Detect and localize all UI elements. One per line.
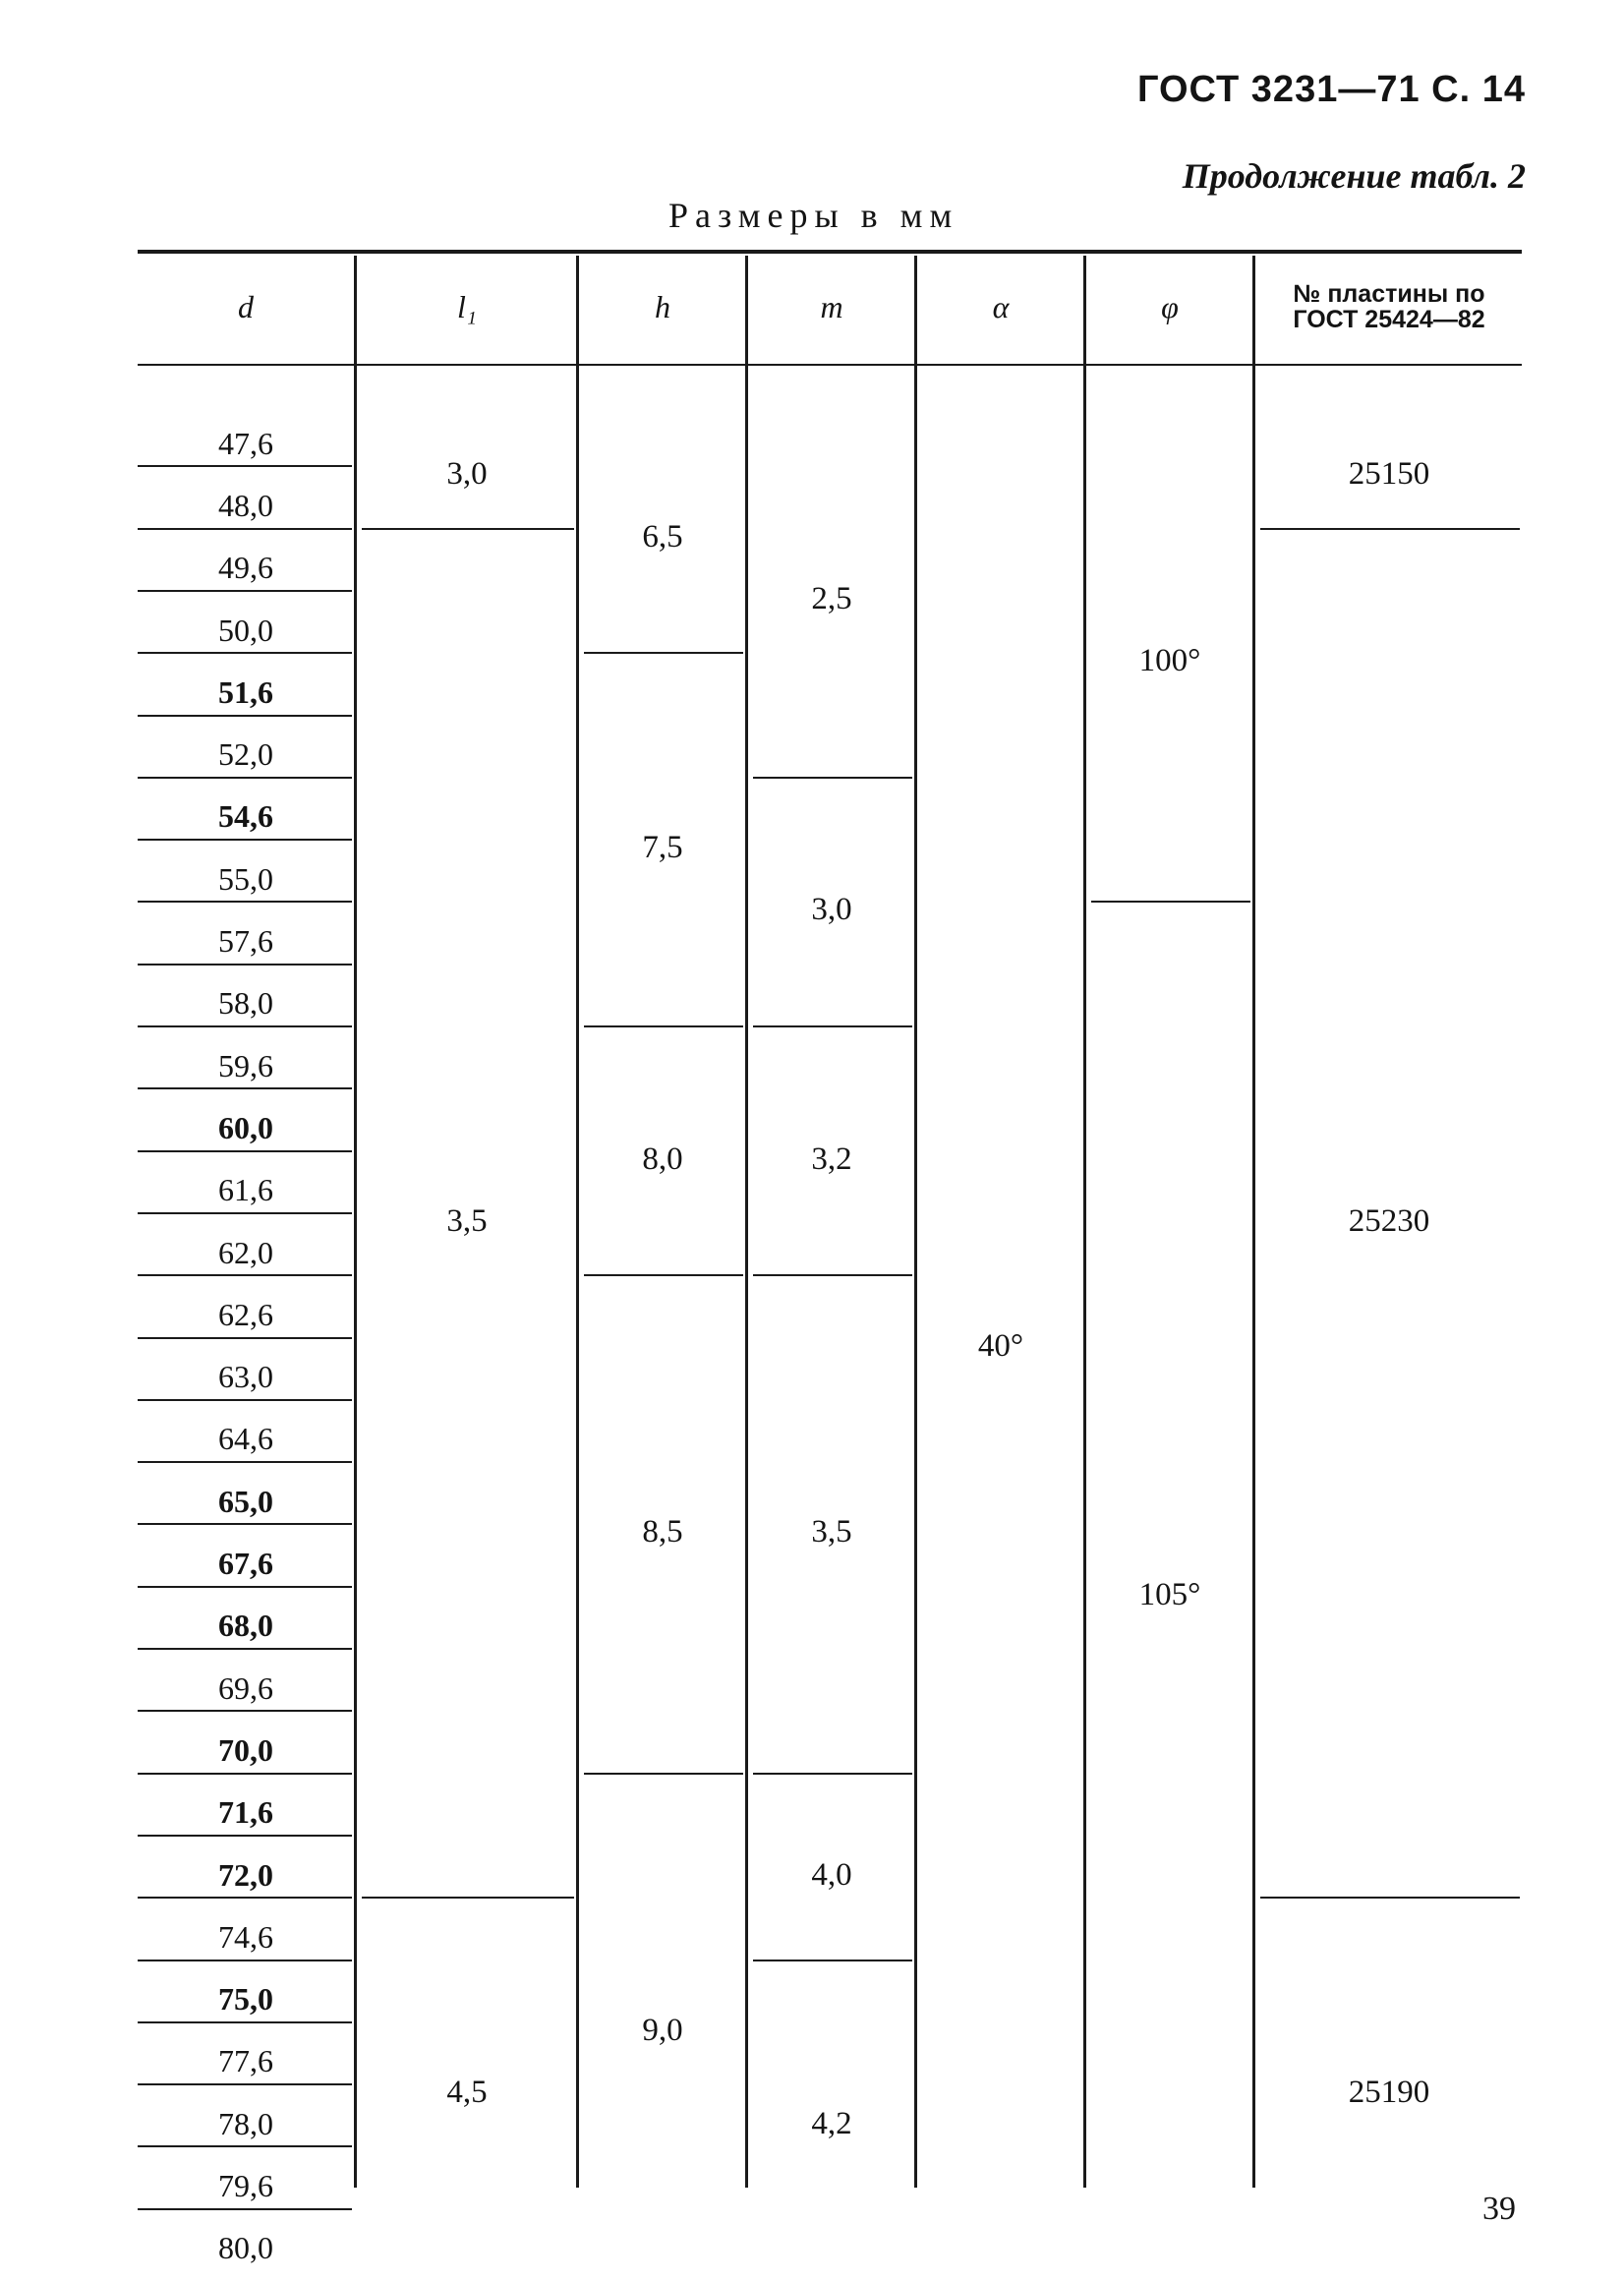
table-header-rule [138, 364, 1522, 366]
row-rule [138, 1773, 352, 1775]
table-row-d-value: 65,0 [218, 1483, 273, 1519]
column-header-l1: l₁ [456, 288, 477, 324]
m-group-value: 4,2 [811, 2105, 852, 2141]
row-rule [138, 2083, 352, 2085]
m-group-value: 3,2 [811, 1141, 852, 1177]
group-rule [1260, 1897, 1520, 1899]
row-rule [138, 1150, 352, 1152]
group-rule [753, 1773, 912, 1775]
row-rule [138, 528, 352, 530]
phi-group-value: 105° [1138, 1576, 1201, 1612]
group-rule [753, 777, 912, 779]
l1-group-value: 3,0 [446, 456, 488, 493]
row-rule [138, 590, 352, 592]
group-rule [362, 1897, 574, 1899]
table-row-d-value: 47,6 [218, 425, 273, 461]
row-rule [138, 652, 352, 654]
row-rule [138, 1087, 352, 1089]
row-rule [138, 1648, 352, 1650]
column-separator [914, 256, 917, 2188]
table-row-d-value: 63,0 [218, 1359, 273, 1395]
group-rule [753, 1274, 912, 1276]
phi-group-value: 100° [1138, 643, 1201, 679]
table-row-d-value: 61,6 [218, 1172, 273, 1208]
group-rule [362, 528, 574, 530]
plate-group-value: 25150 [1348, 456, 1430, 493]
h-group-value: 8,5 [642, 1514, 683, 1551]
table-row-d-value: 79,6 [218, 2168, 273, 2204]
group-rule [1091, 901, 1250, 903]
row-rule [138, 2208, 352, 2210]
table-row-d-value: 51,6 [218, 673, 273, 710]
table-row-d-value: 52,0 [218, 736, 273, 773]
row-rule [138, 1523, 352, 1525]
table-row-d-value: 68,0 [218, 1608, 273, 1644]
table-row-d-value: 72,0 [218, 1856, 273, 1893]
row-rule [138, 964, 352, 965]
plate-group-value: 25230 [1348, 1202, 1430, 1239]
table-row-d-value: 58,0 [218, 985, 273, 1022]
group-rule [584, 652, 743, 654]
table-row-d-value: 62,0 [218, 1234, 273, 1270]
m-group-value: 2,5 [811, 580, 852, 616]
group-rule [584, 1773, 743, 1775]
row-rule [138, 1835, 352, 1837]
row-rule [138, 1897, 352, 1899]
table-row-d-value: 48,0 [218, 487, 273, 523]
m-group-value: 3,5 [811, 1514, 852, 1551]
m-group-value: 4,0 [811, 1856, 852, 1893]
table-row-d-value: 77,6 [218, 2043, 273, 2079]
table-row-d-value: 70,0 [218, 1731, 273, 1768]
group-rule [753, 1960, 912, 1961]
row-rule [138, 1710, 352, 1712]
row-rule [138, 1025, 352, 1027]
row-rule [138, 1586, 352, 1588]
table-row-d-value: 60,0 [218, 1109, 273, 1145]
row-rule [138, 777, 352, 779]
group-rule [1260, 528, 1520, 530]
table-row-d-value: 74,6 [218, 1918, 273, 1955]
l1-group-value: 4,5 [446, 2075, 488, 2111]
row-rule [138, 465, 352, 467]
table-row-d-value: 57,6 [218, 923, 273, 960]
row-rule [138, 1274, 352, 1276]
table-row-d-value: 75,0 [218, 1981, 273, 2018]
table-row-d-value: 80,0 [218, 2230, 273, 2266]
plate-group-value: 25190 [1348, 2075, 1430, 2111]
standard-header: ГОСТ 3231—71 С. 14 [1136, 69, 1526, 110]
column-header-phi: φ [1161, 288, 1179, 324]
column-separator [745, 256, 748, 2188]
group-rule [753, 1025, 912, 1027]
row-rule [138, 839, 352, 841]
row-rule [138, 1212, 352, 1214]
units-caption: Размеры в мм [668, 196, 959, 235]
table-row-d-value: 62,6 [218, 1296, 273, 1332]
column-header-m: m [820, 288, 843, 324]
table-continuation-label: Продолжение табл. 2 [1182, 156, 1526, 196]
h-group-value: 7,5 [642, 830, 683, 866]
plate-header-line-1: № пластины по [1293, 280, 1485, 308]
plate-header-line-2: ГОСТ 25424—82 [1293, 306, 1485, 333]
row-rule [138, 1960, 352, 1961]
table-row-d-value: 54,6 [218, 798, 273, 835]
column-header-alpha: α [992, 288, 1010, 324]
l1-group-value: 3,5 [446, 1202, 488, 1239]
h-group-value: 6,5 [642, 518, 683, 555]
table-row-d-value: 71,6 [218, 1794, 273, 1831]
row-rule [138, 715, 352, 717]
table-top-rule [138, 250, 1522, 254]
page-number: 39 [1482, 2191, 1516, 2227]
row-rule [138, 1337, 352, 1339]
row-rule [138, 1461, 352, 1463]
column-header-plate-number [1256, 258, 1522, 356]
table-row-d-value: 67,6 [218, 1546, 273, 1582]
row-rule [138, 1399, 352, 1401]
m-group-value: 3,0 [811, 892, 852, 928]
column-separator [354, 256, 357, 2188]
table-row-d-value: 59,6 [218, 1047, 273, 1083]
h-group-value: 9,0 [642, 2012, 683, 2048]
column-header-h: h [655, 288, 670, 324]
table-row-d-value: 69,6 [218, 1669, 273, 1706]
group-rule [584, 1025, 743, 1027]
table-row-d-value: 49,6 [218, 550, 273, 586]
table-row-d-value: 64,6 [218, 1421, 273, 1457]
table-row-d-value: 78,0 [218, 2105, 273, 2141]
alpha-group-value: 40° [977, 1327, 1024, 1364]
column-header-d: d [238, 288, 254, 324]
h-group-value: 8,0 [642, 1141, 683, 1177]
column-separator [1252, 256, 1255, 2188]
row-rule [138, 901, 352, 903]
column-separator [1083, 256, 1086, 2188]
row-rule [138, 2145, 352, 2147]
group-rule [584, 1274, 743, 1276]
table-row-d-value: 50,0 [218, 612, 273, 648]
column-separator [576, 256, 579, 2188]
row-rule [138, 2021, 352, 2023]
table-row-d-value: 55,0 [218, 860, 273, 897]
